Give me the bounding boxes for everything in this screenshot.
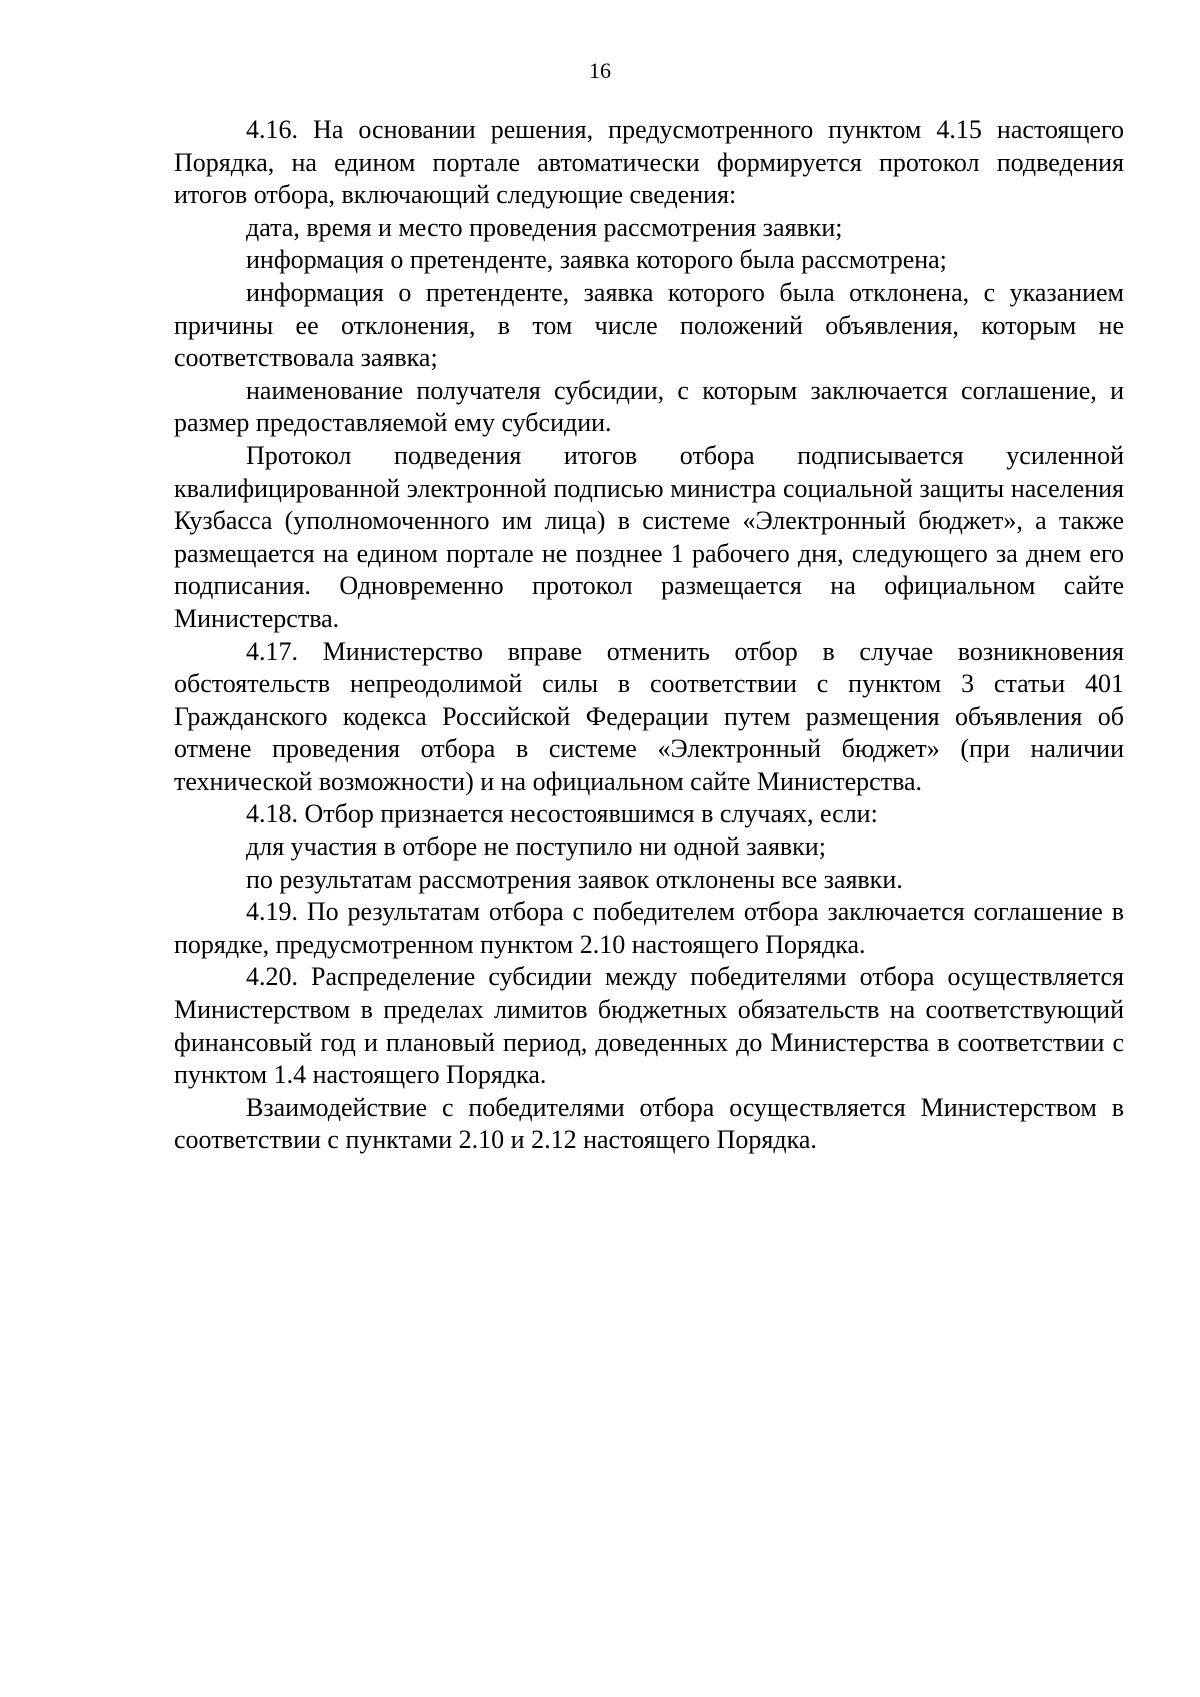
page-number: 16 (589, 58, 611, 83)
paragraph-interaction: Взаимодействие с победителями отбора осуществляется Министерством в соответствии с пунктами 2.10 и 2.12 настоящего Порядка. (174, 1092, 1124, 1155)
list-item-no-applications: для участия в отборе не поступило ни одной заявки; (246, 832, 826, 862)
list-item-all-rejected: по результатам рассмотрения заявок отклонены все заявки. (246, 864, 903, 894)
paragraph-protocol-signing: Протокол подведения итогов отбора подписывается усиленной квалифицированной электронной подписью министра социальной защиты населения Кузбасса (уполномоченного им лица) в системе «Электронный бюджет», а также размещается на едином портале не позднее 1 рабочего дня, следующего за днем его подписания. Одновременно протокол размещается на официальном сайте Министерства. (174, 440, 1124, 633)
list-item-reviewed-applicant: информация о претенденте, заявка которого была рассмотрена; (246, 245, 947, 275)
document-body (174, 114, 1124, 1157)
list-item-date-time-place: дата, время и место проведения рассмотрения заявки; (246, 212, 843, 242)
paragraph-4-16: 4.16. На основании решения, предусмотренного пунктом 4.15 настоящего Порядка, на едином портале автоматически формируется протокол подведения итогов отбора, включающий следующие сведения: (174, 115, 1124, 210)
paragraph-4-18: 4.18. Отбор признается несостоявшимся в случаях, если: (246, 799, 878, 829)
list-item-rejected-applicant: информация о претенденте, заявка которого была отклонена, с указанием причины ее отклонения, в том числе положений объявления, которым не соответствовала заявка; (174, 277, 1124, 373)
list-item-subsidy-recipient: наименование получателя субсидии, с которым заключается соглашение, и размер предоставляемой ему субсидии. (174, 375, 1124, 438)
paragraph-4-17: 4.17. Министерство вправе отменить отбор в случае возникновения обстоятельств непреодолимой силы в соответствии с пунктом 3 статьи 401 Гражданского кодекса Российской Федерации путем размещения объявления об отмене проведения отбора в системе «Электронный бюджет» (при наличии технической возможности) и на официальном сайте Министерства. (174, 636, 1124, 796)
paragraph-4-20: 4.20. Распределение субсидии между победителями отбора осуществляется Министерством в пределах лимитов бюджетных обязательств на соответствующий финансовый год и плановый период, доведенных до Министерства в соответствии с пунктом 1.4 настоящего Порядка. (174, 962, 1124, 1090)
paragraph-4-19: 4.19. По результатам отбора с победителем отбора заключается соглашение в порядке, предусмотренном пунктом 2.10 настоящего Порядка. (174, 897, 1124, 959)
